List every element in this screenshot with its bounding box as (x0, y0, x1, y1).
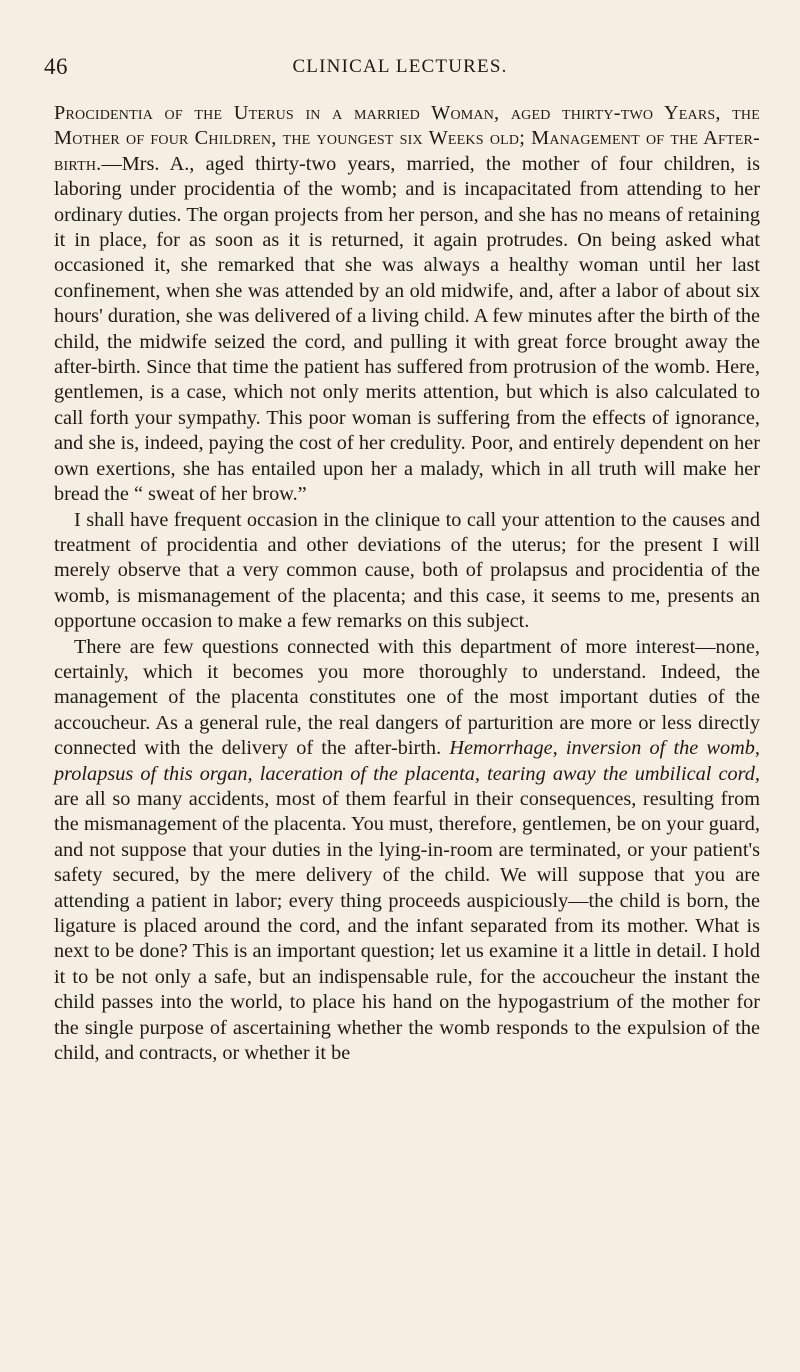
paragraph-2: I shall have frequent occasion in the clinique to call your attention to the causes and treatment of procidentia and other deviations of the uterus; for the present I will merely observe that a very common cause, both of prolapsus and procidentia of the womb, is mismanagement of the placenta; and this case, it seems to me, presents an opportune occasion to make a few remarks on this subject. (54, 508, 760, 633)
body-text (54, 101, 760, 1066)
paragraph-3 (54, 635, 760, 1067)
page-header (44, 54, 756, 90)
paragraph-3-after: are all so many accidents, most of them fearful in their consequences, resulting from the mismanagement of the placenta. You must, therefore, gentlemen, be on your guard, and not suppose that your duties in the lying-in-room are terminated, or your patient's safety secured, by the mere delivery of the child. We will suppose that you are attending a patient in labor; every thing proceeds auspiciously—the child is born, the ligature is placed around the cord, and the infant separated from its mother. What is next to be done? This is an important question; let us examine it a little in detail. I hold it to be not only a safe, but an indispensable rule, for the accoucheur the instant the child passes into the world, to place his hand on the hypogastrium of the mother for the single purpose of ascertaining whether the womb responds to the expulsion of the child, and contracts, or whether it be (54, 787, 760, 1065)
running-head: CLINICAL LECTURES. (292, 56, 508, 77)
paragraph-3-italic: Hemorrhage, inversion of the womb, prolapsus of this organ, laceration of the placenta, tearing away the umbilical cord, (54, 737, 760, 785)
section-heading: Procidentia of the Uterus in a married Woman, aged thirty-two Years, the Mother of four Children, the youngest six Weeks old; Management of the After-birth. (54, 102, 760, 175)
page-number: 46 (44, 54, 68, 79)
paragraph-1-text: —Mrs. A., aged thirty-two years, married, the mother of four children, is laboring under procidentia of the womb; and is incapacitated from attending to her ordinary duties. The organ projects from her person, and she has no means of retaining it in place, for as soon as it is returned, it again protrudes. On being asked what occasioned it, she remarked that she was always a healthy woman until her last confinement, when she was attended by an old midwife, and, after a labor of about six hours' duration, she was delivered of a living child. A few minutes after the birth of the child, the midwife seized the cord, and pulling it with great force brought away the after-birth. Since that time the patient has suffered from protrusion of the womb. Here, gentlemen, is a case, which not only merits attention, but which is also calculated to call forth your sympathy. This poor woman is suffering from the effects of ignorance, and she is, indeed, paying the cost of her credulity. Poor, and entirely dependent on her own exertions, she has entailed upon her a malady, which in all truth will make her bread the “ sweat of her brow.” (54, 152, 760, 506)
paragraph-1 (54, 101, 760, 508)
paragraph-3-before: There are few questions connected with this department of more interest—none, certainly, which it becomes you more thoroughly to understand. Indeed, the management of the placenta constitutes one of the most important duties of the accoucheur. As a general rule, the real dangers of parturition are more or less directly connected with the delivery of the after-birth. (54, 635, 760, 760)
